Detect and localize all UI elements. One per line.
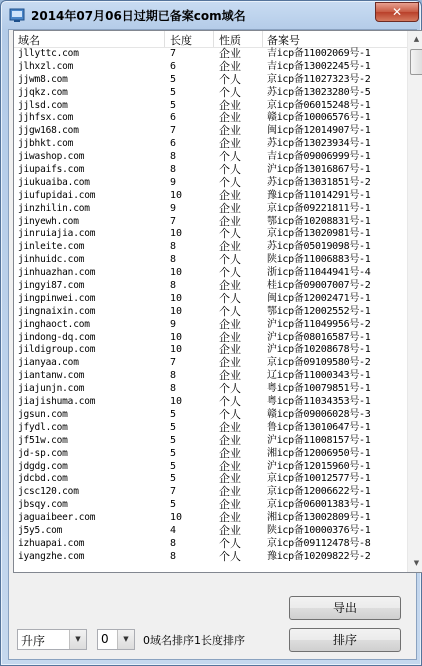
record-cell: 吉icp备09006999号-1 — [267, 151, 371, 163]
length-cell: 8 — [170, 280, 177, 292]
record-cell: 桂icp备09007007号-2 — [267, 280, 371, 292]
record-cell: 鲁icp备13010647号-1 — [267, 421, 371, 433]
domain-cell: jinhuazhan.com — [18, 267, 96, 279]
scroll-up-icon[interactable]: ▲ — [413, 35, 420, 43]
window-title: 2014年07月06日过期已备案com域名 — [31, 9, 246, 23]
table-row[interactable] — [14, 254, 407, 267]
sort-hint: 0域名排序1长度排序 — [143, 634, 245, 647]
table-row[interactable] — [14, 48, 407, 61]
domain-cell: jiantanw.com — [18, 370, 85, 382]
record-cell: 京icp备09112478号-8 — [267, 537, 371, 549]
domain-cell: jingpinwei.com — [18, 292, 96, 304]
header-type[interactable]: 性质 — [219, 34, 241, 47]
record-cell: 浙icp备11044941号-4 — [267, 267, 371, 279]
table-row[interactable] — [14, 370, 407, 383]
header-divider[interactable] — [164, 31, 165, 47]
length-cell: 6 — [170, 60, 177, 72]
domain-cell: jfydl.com — [18, 421, 68, 433]
domain-cell: jjqkz.com — [18, 86, 68, 98]
title-bar — [1, 1, 421, 29]
record-cell: 京icp备11027323号-2 — [267, 73, 371, 85]
table-row[interactable] — [14, 241, 407, 254]
record-cell: 京icp备10012577号-1 — [267, 473, 371, 485]
length-cell: 7 — [170, 125, 177, 137]
type-cell: 企业 — [219, 459, 241, 473]
domain-cell: jinleite.com — [18, 241, 85, 253]
length-cell: 4 — [170, 524, 177, 536]
header-domain[interactable]: 域名 — [18, 34, 40, 47]
type-cell: 企业 — [219, 47, 241, 60]
table-row[interactable] — [14, 138, 407, 151]
close-button[interactable]: ✕ — [375, 2, 419, 22]
record-cell: 京icp备06015248号-1 — [267, 99, 371, 111]
type-cell: 企业 — [219, 433, 241, 447]
table-row[interactable] — [14, 448, 407, 461]
record-cell: 陕icp备11006883号-1 — [267, 254, 371, 266]
record-cell: 沪icp备08016587号-1 — [267, 331, 371, 343]
table-row[interactable] — [14, 538, 407, 551]
length-cell: 5 — [170, 99, 177, 111]
table-row[interactable] — [14, 164, 407, 177]
table-row[interactable] — [14, 151, 407, 164]
length-cell: 8 — [170, 537, 177, 549]
table-row[interactable] — [14, 74, 407, 87]
type-cell: 企业 — [219, 511, 241, 525]
type-cell: 企业 — [219, 523, 241, 537]
table-row[interactable] — [14, 525, 407, 538]
length-cell: 10 — [170, 228, 183, 240]
type-cell: 企业 — [219, 188, 241, 202]
domain-cell: jiajunjn.com — [18, 383, 85, 395]
length-cell: 5 — [170, 473, 177, 485]
domain-cell: j5y5.com — [18, 524, 63, 536]
length-cell: 10 — [170, 331, 183, 343]
table-row[interactable] — [14, 383, 407, 396]
table-row[interactable] — [14, 100, 407, 113]
length-cell: 7 — [170, 357, 177, 369]
domain-cell: jianyaa.com — [18, 357, 79, 369]
table-row[interactable] — [14, 319, 407, 332]
table-row[interactable] — [14, 306, 407, 319]
domain-cell: jllyttc.com — [18, 48, 79, 59]
header-divider[interactable] — [262, 31, 263, 47]
record-cell: 湘icp备12006950号-1 — [267, 447, 371, 459]
length-cell: 9 — [170, 176, 177, 188]
record-cell: 粤icp备11034353号-1 — [267, 396, 371, 408]
type-cell: 个人 — [219, 291, 241, 305]
length-cell: 10 — [170, 305, 183, 317]
length-cell: 5 — [170, 73, 177, 85]
chevron-down-icon[interactable]: ▼ — [117, 630, 134, 649]
type-cell: 个人 — [219, 85, 241, 99]
length-cell: 10 — [170, 396, 183, 408]
list-header — [14, 31, 407, 48]
export-button[interactable]: 导出 — [289, 596, 401, 620]
table-row[interactable] — [14, 344, 407, 357]
record-cell: 豫icp备11014291号-1 — [267, 189, 371, 201]
table-row[interactable] — [14, 357, 407, 370]
table-row[interactable] — [14, 512, 407, 525]
domain-cell: jjlsd.com — [18, 99, 68, 111]
table-row[interactable] — [14, 280, 407, 293]
domain-cell: jiwashop.com — [18, 151, 85, 163]
record-cell: 湘icp备13002809号-1 — [267, 512, 371, 524]
type-cell: 企业 — [219, 98, 241, 112]
table-row[interactable] — [14, 267, 407, 280]
type-cell: 个人 — [219, 175, 241, 189]
domain-cell: jiufupidai.com — [18, 189, 96, 201]
length-cell: 9 — [170, 318, 177, 330]
sort-button[interactable]: 排序 — [289, 628, 401, 652]
list-rows — [14, 48, 407, 564]
domain-cell: jd-sp.com — [18, 447, 68, 459]
type-cell: 企业 — [219, 214, 241, 228]
record-cell: 闽icp备12002471号-1 — [267, 292, 371, 304]
length-cell: 5 — [170, 408, 177, 420]
length-cell: 10 — [170, 267, 183, 279]
table-row[interactable] — [14, 422, 407, 435]
length-cell: 6 — [170, 138, 177, 150]
table-row[interactable] — [14, 216, 407, 229]
length-cell: 10 — [170, 512, 183, 524]
record-cell: 赣icp备09006028号-3 — [267, 408, 371, 420]
domain-cell: jinghaoct.com — [18, 318, 90, 330]
length-cell: 7 — [170, 48, 177, 59]
length-cell: 8 — [170, 151, 177, 163]
type-cell: 企业 — [219, 201, 241, 215]
length-cell: 7 — [170, 486, 177, 498]
domain-cell: jildigroup.com — [18, 344, 96, 356]
length-cell: 7 — [170, 215, 177, 227]
type-cell: 企业 — [219, 279, 241, 293]
record-cell: 闽icp备12014907号-1 — [267, 125, 371, 137]
domain-cell: jiukuaiba.com — [18, 176, 90, 188]
record-cell: 赣icp备10006576号-1 — [267, 112, 371, 124]
table-row[interactable] — [14, 87, 407, 100]
domain-cell: jinyewh.com — [18, 215, 79, 227]
table-row[interactable] — [14, 293, 407, 306]
scroll-down-icon[interactable]: ▼ — [413, 559, 420, 567]
domain-list[interactable] — [13, 30, 422, 573]
table-row[interactable] — [14, 396, 407, 409]
type-cell: 企业 — [219, 472, 241, 486]
length-cell: 6 — [170, 112, 177, 124]
length-cell: 8 — [170, 383, 177, 395]
record-cell: 粤icp备10079851号-1 — [267, 383, 371, 395]
record-cell: 豫icp备10209822号-2 — [267, 550, 371, 562]
domain-cell: jindong-dq.com — [18, 331, 96, 343]
table-row[interactable] — [14, 125, 407, 138]
record-cell: 京icp备09109580号-2 — [267, 357, 371, 369]
domain-cell: iyangzhe.com — [18, 550, 85, 562]
length-cell: 5 — [170, 421, 177, 433]
record-cell: 苏icp备13023934号-1 — [267, 138, 371, 150]
length-cell: 5 — [170, 460, 177, 472]
chevron-down-icon[interactable]: ▼ — [69, 630, 86, 649]
length-cell: 10 — [170, 189, 183, 201]
record-cell: 苏icp备13023280号-5 — [267, 86, 371, 98]
type-cell: 企业 — [219, 343, 241, 357]
type-cell: 企业 — [219, 59, 241, 73]
domain-cell: jaguaibeer.com — [18, 512, 96, 524]
sort-index-value: 0 — [101, 632, 109, 646]
domain-cell: jcsc120.com — [18, 486, 79, 498]
domain-cell: jdcbd.com — [18, 473, 68, 485]
table-row[interactable] — [14, 190, 407, 203]
header-length[interactable]: 长度 — [170, 34, 192, 47]
domain-cell: jgsun.com — [18, 408, 68, 420]
record-cell: 苏icp备13031851号-2 — [267, 176, 371, 188]
length-cell: 5 — [170, 499, 177, 511]
header-divider[interactable] — [213, 31, 214, 47]
table-row[interactable] — [14, 473, 407, 486]
table-row[interactable] — [14, 486, 407, 499]
domain-cell: jlhxzl.com — [18, 60, 74, 72]
type-cell: 企业 — [219, 369, 241, 383]
type-cell: 个人 — [219, 382, 241, 396]
type-cell: 个人 — [219, 227, 241, 241]
record-cell: 辽icp备11000343号-1 — [267, 370, 371, 382]
type-cell: 个人 — [219, 163, 241, 177]
length-cell: 5 — [170, 86, 177, 98]
domain-cell: jinhuidc.com — [18, 254, 85, 266]
domain-cell: jdgdg.com — [18, 460, 68, 472]
length-cell: 5 — [170, 447, 177, 459]
type-cell: 企业 — [219, 498, 241, 512]
type-cell: 个人 — [219, 407, 241, 421]
type-cell: 个人 — [219, 150, 241, 164]
domain-cell: jinruiajia.com — [18, 228, 96, 240]
length-cell: 10 — [170, 292, 183, 304]
type-cell: 企业 — [219, 330, 241, 344]
record-cell: 苏icp备05019098号-1 — [267, 241, 371, 253]
length-cell: 5 — [170, 434, 177, 446]
domain-cell: jjwm8.com — [18, 73, 68, 85]
record-cell: 沪icp备11049956号-2 — [267, 318, 371, 330]
type-cell: 个人 — [219, 304, 241, 318]
header-record[interactable]: 备案号 — [267, 34, 300, 47]
length-cell: 8 — [170, 164, 177, 176]
domain-cell: izhuapai.com — [18, 537, 85, 549]
type-cell: 企业 — [219, 137, 241, 151]
type-cell: 个人 — [219, 536, 241, 550]
record-cell: 京icp备06001383号-1 — [267, 499, 371, 511]
domain-cell: jiupaifs.com — [18, 164, 85, 176]
type-cell: 企业 — [219, 240, 241, 254]
type-cell: 企业 — [219, 446, 241, 460]
record-cell: 陕icp备10000376号-1 — [267, 524, 371, 536]
length-cell: 8 — [170, 254, 177, 266]
table-row[interactable] — [14, 551, 407, 564]
order-select-value: 升序 — [21, 634, 46, 648]
record-cell: 京icp备12006622号-1 — [267, 486, 371, 498]
vertical-scrollbar[interactable] — [407, 31, 422, 572]
record-cell: 沪icp备13016867号-1 — [267, 164, 371, 176]
domain-cell: jingyi87.com — [18, 280, 85, 292]
record-cell: 鄂icp备12002552号-1 — [267, 305, 371, 317]
record-cell: 京icp备09221811号-1 — [267, 202, 371, 214]
client-area — [8, 29, 420, 660]
table-row[interactable] — [14, 228, 407, 241]
type-cell: 个人 — [219, 253, 241, 267]
table-row[interactable] — [14, 461, 407, 474]
app-icon — [9, 7, 25, 23]
length-cell: 8 — [170, 550, 177, 562]
type-cell: 个人 — [219, 549, 241, 563]
domain-cell: jjgw168.com — [18, 125, 79, 137]
table-row[interactable] — [14, 409, 407, 422]
domain-cell: jingnaixin.com — [18, 305, 96, 317]
table-row[interactable] — [14, 61, 407, 74]
domain-cell: jf51w.com — [18, 434, 68, 446]
type-cell: 个人 — [219, 266, 241, 280]
domain-cell: jjhfsx.com — [18, 112, 74, 124]
record-cell: 吉icp备13002245号-1 — [267, 60, 371, 72]
record-cell: 沪icp备11008157号-1 — [267, 434, 371, 446]
scroll-thumb[interactable] — [410, 49, 422, 75]
record-cell: 吉icp备11002069号-1 — [267, 48, 371, 59]
domain-cell: jiajishuma.com — [18, 396, 96, 408]
order-select[interactable] — [17, 629, 87, 650]
type-cell: 个人 — [219, 72, 241, 86]
length-cell: 8 — [170, 370, 177, 382]
type-cell: 企业 — [219, 124, 241, 138]
length-cell: 10 — [170, 344, 183, 356]
type-cell: 企业 — [219, 420, 241, 434]
length-cell: 8 — [170, 241, 177, 253]
record-cell: 沪icp备12015960号-1 — [267, 460, 371, 472]
table-row[interactable] — [14, 203, 407, 216]
length-cell: 9 — [170, 202, 177, 214]
type-cell: 企业 — [219, 317, 241, 331]
table-row[interactable] — [14, 332, 407, 345]
table-row[interactable] — [14, 177, 407, 190]
sort-index-select[interactable] — [97, 629, 135, 650]
type-cell: 企业 — [219, 111, 241, 125]
domain-cell: jjbhkt.com — [18, 138, 74, 150]
type-cell: 企业 — [219, 485, 241, 499]
type-cell: 个人 — [219, 395, 241, 409]
table-row[interactable] — [14, 435, 407, 448]
domain-cell: jbsqy.com — [18, 499, 68, 511]
record-cell: 京icp备13020981号-1 — [267, 228, 371, 240]
record-cell: 沪icp备10208678号-1 — [267, 344, 371, 356]
table-row[interactable] — [14, 112, 407, 125]
type-cell: 企业 — [219, 356, 241, 370]
record-cell: 鄂icp备10208831号-1 — [267, 215, 371, 227]
table-row[interactable] — [14, 499, 407, 512]
domain-cell: jinzhilin.com — [18, 202, 90, 214]
